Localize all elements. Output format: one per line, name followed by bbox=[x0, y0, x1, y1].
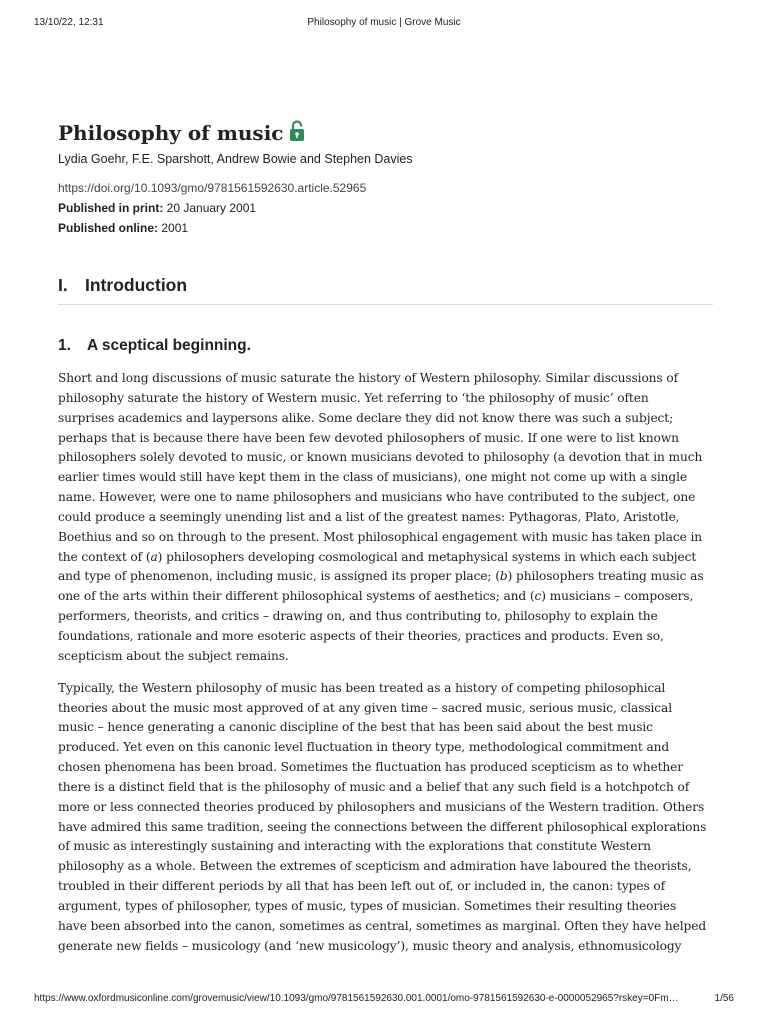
section-title: Introduction bbox=[85, 275, 188, 295]
published-online bbox=[58, 218, 713, 238]
paragraph-line: Short and long discussions of music saturate the history of Western philosophy. Similar discussions of bbox=[58, 371, 679, 385]
paragraph-line: earlier times would still have kept them in the class of musicians), one might not come up with a single bbox=[58, 470, 688, 485]
paragraph-line: have admired this same tradition, seeing the connections between the different philosophical explorations bbox=[58, 819, 707, 834]
subsection-number: 1. bbox=[58, 337, 71, 354]
published-online-value: 2001 bbox=[158, 221, 189, 235]
subsection-title: A sceptical beginning. bbox=[87, 337, 251, 354]
paragraph-line: could produce a seemingly unending list and a list of the greatest names: Pythagoras, Plato, Aristotle, bbox=[58, 509, 680, 524]
section-heading bbox=[58, 274, 713, 305]
published-online-label: Published online: bbox=[58, 221, 159, 235]
published-print-label: Published in print: bbox=[58, 201, 164, 215]
paragraph-line: perhaps that is because there have been few devoted philosophers of music. If one were to list known bbox=[58, 430, 679, 445]
paragraph-line: foundations, rationale and more esoteric aspects of their theories, practices and products. Even so, bbox=[58, 628, 664, 643]
print-page-number: 1/56 bbox=[714, 993, 734, 1004]
paragraph-line: philosophy saturate the history of Western music. Yet referring to ‘the philosophy of music’ often bbox=[58, 390, 649, 405]
article-title: Philosophy of music bbox=[58, 121, 284, 145]
print-url: https://www.oxfordmusiconline.com/grovemusic/view/10.1093/gmo/9781561592630.001.0001/omo-9781561592630-e-0000052965?rskey=0Fm… bbox=[34, 993, 679, 1004]
article-meta bbox=[58, 178, 713, 238]
paragraph bbox=[58, 369, 713, 667]
article-header bbox=[58, 118, 713, 148]
paragraph-line: the context of (a) philosophers developing cosmological and metaphysical systems in which each subject bbox=[58, 549, 697, 564]
doi-link[interactable]: https://doi.org/10.1093/gmo/9781561592630.article.52965 bbox=[58, 181, 367, 195]
paragraph-line: produced. Yet even on this canonic level fluctuation in theory type, methodological commitment and bbox=[58, 740, 670, 755]
paragraph-line: and type of phenomenon, including music, is assigned its proper place; (b) philosophers treating music as bbox=[58, 569, 704, 584]
published-print-value: 20 January 2001 bbox=[163, 201, 257, 215]
paragraph-line: more or less connected theories produced by philosophers and musicians of the Western tradition. Others bbox=[58, 799, 705, 814]
paragraph-line: surprises academics and laypersons alike. Some declare they did not know there was such a subject; bbox=[58, 410, 674, 425]
print-date: 13/10/22, 12:31 bbox=[34, 17, 104, 28]
body-text bbox=[58, 369, 713, 956]
open-lock-icon bbox=[289, 120, 305, 142]
paragraph-line: Typically, the Western philosophy of music has been treated as a history of competing philosophical bbox=[58, 680, 666, 695]
paragraph-line: generate new fields – musicology (and ‘new musicology’), music theory and analysis, ethnomusicology bbox=[58, 938, 682, 953]
paragraph-line: philosophers solely devoted to music, or known musicians devoted to philosophy (a devotion that in much bbox=[58, 450, 703, 465]
paragraph-line: theories about the music most approved of at any given time – sacred music, serious music, classical bbox=[58, 700, 672, 715]
paragraph-line: have been absorbed into the canon, sometimes as central, sometimes as marginal. Often they have helped bbox=[58, 918, 707, 933]
paragraph-line: there is a distinct field that is the philosophy of music and a belief that any such field is a hotchpotch of bbox=[58, 779, 690, 794]
paragraph-line: philosophy as a whole. Between the extremes of scepticism and admiration have laboured the theorists, bbox=[58, 859, 692, 874]
print-footer bbox=[0, 993, 768, 1007]
article-content bbox=[58, 118, 713, 956]
paragraph-line: Boethius and so on through to the present. Most philosophical engagement with music has taken place in bbox=[58, 529, 703, 544]
paragraph-line: one of the arts within their different philosophical systems of aesthetics; and (c) musicians – composers, bbox=[58, 589, 694, 604]
published-print bbox=[58, 198, 713, 218]
paragraph bbox=[58, 679, 713, 957]
paragraph-line: name. However, were one to name philosophers and musicians who have contributed to the subject, one bbox=[58, 490, 696, 505]
print-page-title: Philosophy of music | Grove Music bbox=[307, 17, 461, 28]
paragraph-line: argument, types of philosopher, types of music, types of musician. Sometimes their resulting theories bbox=[58, 898, 677, 913]
paragraph-line: troubled in their different periods by all that has been left out of, or included in, the canon: types of bbox=[58, 879, 666, 894]
print-header bbox=[0, 17, 768, 31]
paragraph-line: of music as interestingly sustaining and interacting with the explorations that constitute Western bbox=[58, 839, 651, 854]
paragraph-line: music – hence generating a canonic discipline of the best that has been said about the best music bbox=[58, 720, 653, 735]
paragraph-line: scepticism about the subject remains. bbox=[58, 648, 289, 663]
article-authors: Lydia Goehr, F.E. Sparshott, Andrew Bowie and Stephen Davies bbox=[58, 152, 413, 166]
section-number: I. bbox=[58, 275, 68, 295]
paragraph-line: performers, theorists, and critics – drawing on, and thus contributing to, philosophy to explain the bbox=[58, 609, 658, 624]
subsection-heading bbox=[58, 336, 713, 356]
paragraph-line: chosen phenomena has been broad. Sometimes the fluctuation has produced scepticism as to whether bbox=[58, 760, 683, 775]
